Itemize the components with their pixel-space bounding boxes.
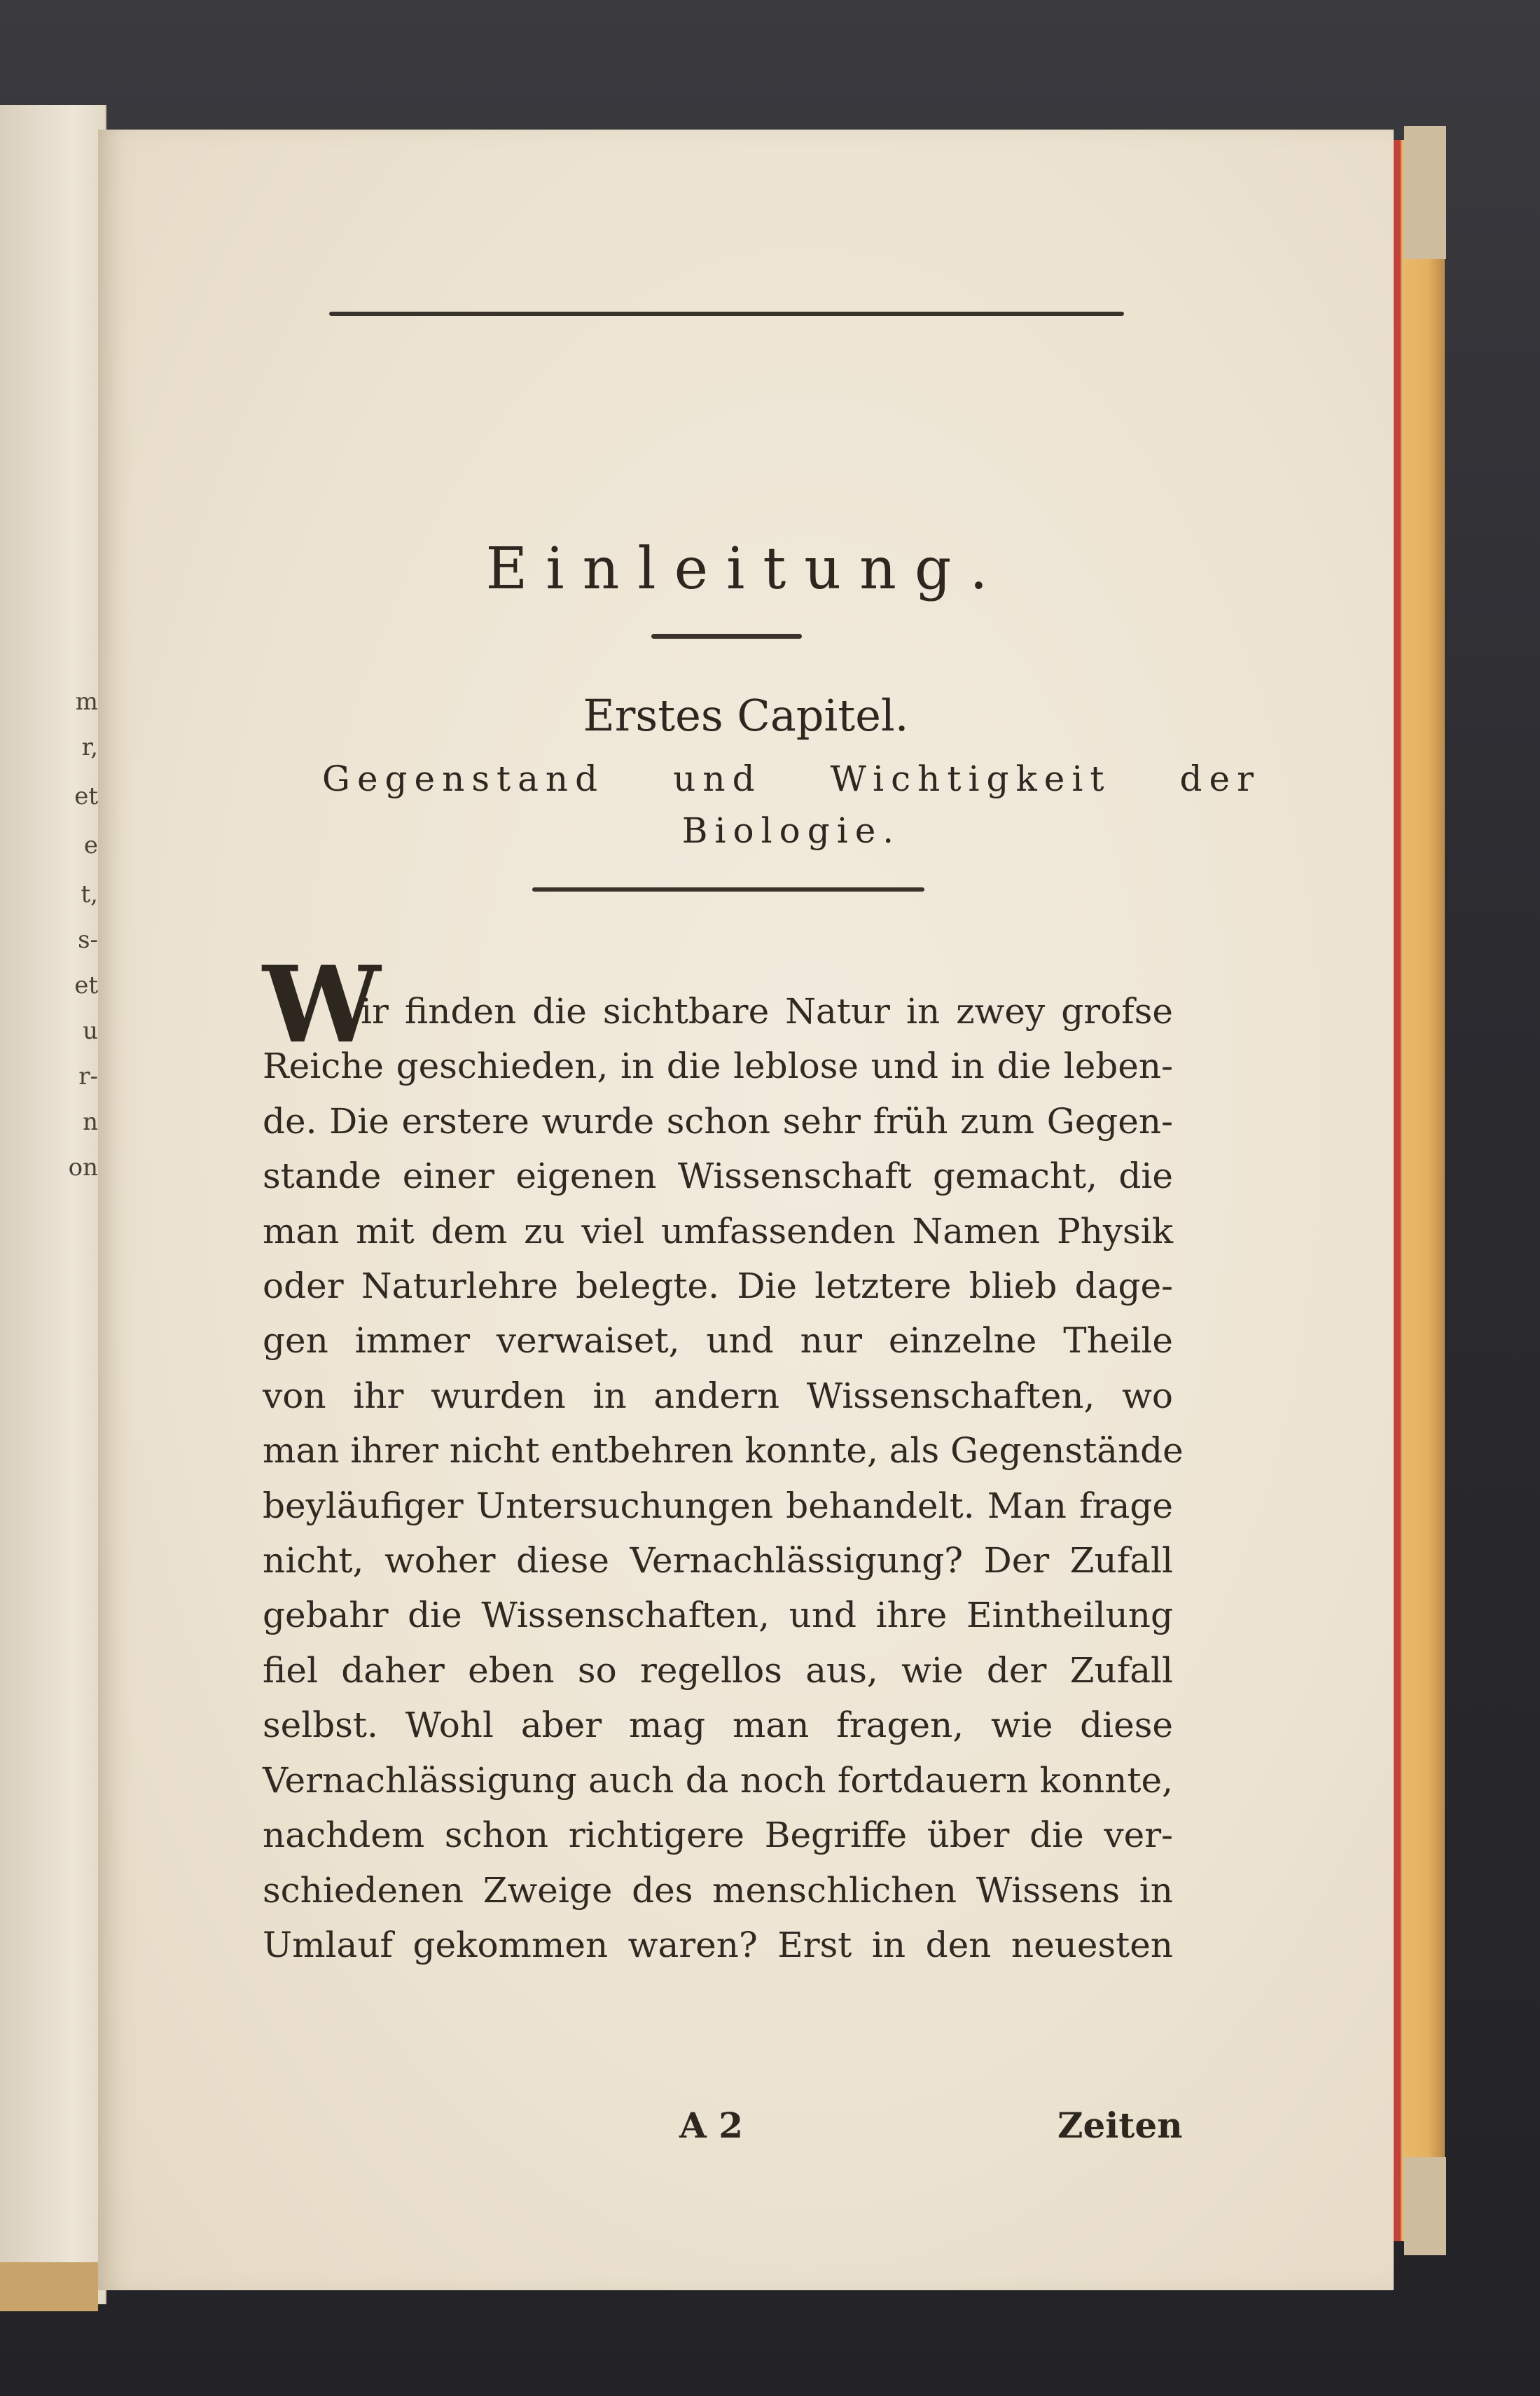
- text-line: von ihr wurden in andern Wissenschaften, wo: [263, 1375, 1173, 1416]
- title-rule: [651, 634, 802, 639]
- facing-page-fragment: et: [74, 782, 98, 810]
- facing-page-fragment: m: [75, 688, 98, 716]
- catchword: Zeiten: [1057, 2105, 1183, 2146]
- book-edge-worn-top: [1404, 126, 1446, 259]
- text-line: man ihrer nicht entbehren konnte, als Gegenstände: [263, 1430, 1184, 1471]
- signature-mark: A 2: [679, 2105, 743, 2146]
- facing-page-fragment: e: [83, 831, 98, 859]
- text-line: gebahr die Wissenschaften, und ihre Eintheilung: [263, 1595, 1173, 1636]
- page-title: Einleitung.: [485, 536, 1006, 602]
- text-line: Vernachlässigung auch da noch fortdauern konnte,: [263, 1759, 1173, 1801]
- facing-page-fragment: r-: [78, 1062, 98, 1090]
- text-line: man mit dem zu viel umfassenden Namen Physik: [263, 1210, 1173, 1252]
- drop-cap: W: [263, 943, 381, 1067]
- text-line: gen immer verwaiset, und nur einzelne Theile: [263, 1320, 1173, 1362]
- text-line: Reiche geschieden, in die leblose und in die leben-: [263, 1046, 1173, 1087]
- text-line: nicht, woher diese Vernachlässigung? Der Zufall: [263, 1540, 1173, 1581]
- facing-page-fragment: s-: [78, 926, 98, 954]
- chapter-heading: Erstes Capitel.: [583, 690, 909, 741]
- text-line: nachdem schon richtigere Begriffe über die ver-: [263, 1815, 1173, 1856]
- chapter-subtitle: [322, 753, 1261, 857]
- facing-page-fragment: et: [74, 971, 98, 999]
- text-line: ir finden die sichtbare Natur in zwey grofse: [361, 991, 1173, 1032]
- chapter-subtitle-line: Biologie.: [681, 810, 901, 851]
- header-rule: [329, 312, 1124, 316]
- text-line: oder Naturlehre belegte. Die letztere blieb dage-: [263, 1266, 1173, 1307]
- body-text: [263, 984, 1184, 1972]
- text-line: beyläufiger Untersuchungen behandelt. Man frage: [263, 1485, 1173, 1526]
- book-page: [98, 130, 1394, 2290]
- facing-page-fragment: t,: [81, 880, 98, 908]
- facing-page-fragment: u: [83, 1017, 98, 1045]
- text-line: stande einer eigenen Wissenschaft gemacht, die: [263, 1156, 1173, 1197]
- facing-page-fragment: n: [83, 1108, 98, 1136]
- text-line: schiedenen Zweige des menschlichen Wissens in: [263, 1869, 1173, 1911]
- facing-page-fragment: r,: [81, 733, 98, 761]
- book-cover-edge: [0, 2262, 98, 2311]
- book-edge-worn-bottom: [1404, 2157, 1446, 2255]
- text-line: de. Die erstere wurde schon sehr früh zum Gegen-: [263, 1100, 1173, 1142]
- section-rule: [532, 887, 924, 892]
- text-line: fiel daher eben so regellos aus, wie der Zufall: [263, 1649, 1173, 1691]
- facing-page-edge: [0, 105, 106, 2304]
- text-line: Umlauf gekommen waren? Erst in den neuesten: [263, 1924, 1173, 1965]
- book-fore-edge: [1390, 140, 1445, 2241]
- text-line: selbst. Wohl aber mag man fragen, wie diese: [263, 1705, 1173, 1746]
- chapter-subtitle-line: Gegenstand und Wichtigkeit der: [322, 759, 1261, 799]
- facing-page-fragment: on: [68, 1154, 98, 1182]
